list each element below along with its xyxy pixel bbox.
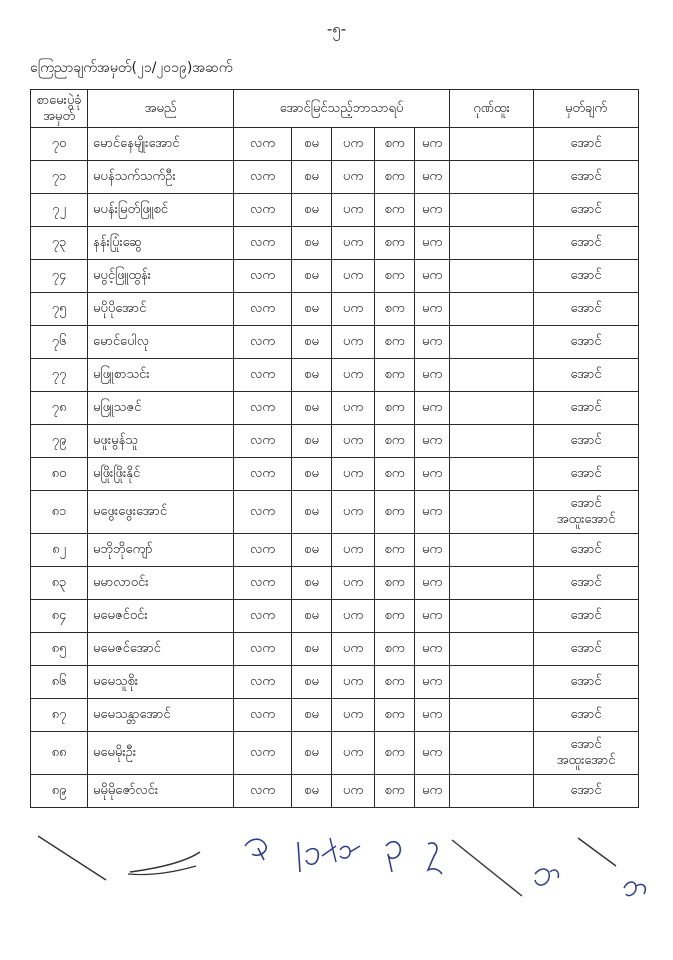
remark-text: အောင် <box>570 466 602 481</box>
subject-cell: ပက <box>332 326 375 359</box>
subject-cell: မက <box>415 293 450 326</box>
subject-cell: မက <box>415 227 450 260</box>
subject-cell: စမ <box>292 633 332 666</box>
subject-cell: လက <box>234 128 292 161</box>
remark-text: အောင် <box>570 641 602 656</box>
signature-mark <box>130 852 200 872</box>
remark-text: အောင် <box>570 400 602 415</box>
subject-cell: စမ <box>292 260 332 293</box>
subject-cell: ပက <box>332 260 375 293</box>
remark-text: အောင် <box>570 608 602 623</box>
remark-text: အောင် <box>570 235 602 250</box>
student-name-cell: မပန်သက်သက်ဦး <box>88 161 234 194</box>
subject-cell: ပက <box>332 293 375 326</box>
subject-cell: ပက <box>332 633 375 666</box>
header-roll-no: စာမေးပွဲခုံအမှတ် <box>31 90 88 128</box>
subject-cell: စမ <box>292 567 332 600</box>
subject-cell: လက <box>234 458 292 491</box>
subject-cell: စမ <box>292 491 332 534</box>
remark-text: အောင် <box>570 433 602 448</box>
signature-mark <box>428 843 442 874</box>
margin-pen-stroke <box>452 840 522 896</box>
subject-cell: လက <box>234 732 292 775</box>
roll-number-cell: ၇၅ <box>31 293 88 326</box>
subject-cell: စက <box>375 775 415 808</box>
signature-mark <box>245 839 266 860</box>
subject-cell: စမ <box>292 359 332 392</box>
subject-cell: စမ <box>292 666 332 699</box>
header-remark: မှတ်ချက် <box>534 90 639 128</box>
remark-text: အောင် <box>570 575 602 590</box>
subject-cell: လက <box>234 699 292 732</box>
student-name-cell: မမိုမိုဇော်လင်း <box>88 775 234 808</box>
subject-cell: ပက <box>332 359 375 392</box>
subject-cell: စက <box>375 227 415 260</box>
subject-cell: ပက <box>332 491 375 534</box>
subject-cell: ပက <box>332 600 375 633</box>
roll-number-cell: ၇၀ <box>31 128 88 161</box>
subject-cell: ပက <box>332 666 375 699</box>
student-name-cell: မဖြူစာသင်း <box>88 359 234 392</box>
subject-cell: စက <box>375 600 415 633</box>
subject-cell: စမ <box>292 600 332 633</box>
subject-cell: စက <box>375 326 415 359</box>
subject-cell: စက <box>375 491 415 534</box>
subject-cell: လက <box>234 567 292 600</box>
roll-number-cell: ၈၃ <box>31 567 88 600</box>
subject-cell: လက <box>234 425 292 458</box>
student-name-cell: မမေသူစိုး <box>88 666 234 699</box>
remark-text: အောင် <box>570 301 602 316</box>
roll-number-cell: ၈၉ <box>31 775 88 808</box>
roll-number-cell: ၈၀ <box>31 458 88 491</box>
roll-number-cell: ၈၅ <box>31 633 88 666</box>
remark-text: အောင် <box>570 136 602 151</box>
subject-cell: မက <box>415 128 450 161</box>
subject-cell: မက <box>415 359 450 392</box>
subject-cell: လက <box>234 633 292 666</box>
subject-cell: လက <box>234 491 292 534</box>
subject-cell: မက <box>415 458 450 491</box>
subject-cell: စက <box>375 425 415 458</box>
subject-cell: စက <box>375 666 415 699</box>
subject-cell: စက <box>375 128 415 161</box>
subject-cell: စမ <box>292 194 332 227</box>
subject-cell: ပက <box>332 775 375 808</box>
roll-number-cell: ၇၃ <box>31 227 88 260</box>
student-name-cell: မပိုပိုအောင် <box>88 293 234 326</box>
subject-cell: စမ <box>292 161 332 194</box>
subject-cell: ပက <box>332 699 375 732</box>
roll-number-cell: ၈၁ <box>31 491 88 534</box>
subject-cell: လက <box>234 293 292 326</box>
subject-cell: မက <box>415 425 450 458</box>
header-name: အမည် <box>88 90 234 128</box>
student-name-cell: မမေဇင်အောင် <box>88 633 234 666</box>
remark-text: အောင် <box>570 783 602 798</box>
student-name-cell: မဖူးမွန်သူ <box>88 425 234 458</box>
student-name-cell: မပွင့်ဖြူထွန်း <box>88 260 234 293</box>
announcement-heading: ကြေညာချက်အမှတ်(၂၁/၂၀၁၉)အဆက် <box>30 60 233 76</box>
roll-number-cell: ၈၈ <box>31 732 88 775</box>
student-name-cell: မဖြူသဇင် <box>88 392 234 425</box>
roll-number-cell: ၇၈ <box>31 392 88 425</box>
subject-cell: ပက <box>332 161 375 194</box>
subject-cell: မက <box>415 534 450 567</box>
subject-cell: စက <box>375 633 415 666</box>
student-name-cell: မဖြိုးဖြိုးနိုင် <box>88 458 234 491</box>
subject-cell: မက <box>415 161 450 194</box>
roll-number-cell: ၇၉ <box>31 425 88 458</box>
remark-note: အထူးအောင် <box>556 512 616 527</box>
roll-number-cell: ၈၂ <box>31 534 88 567</box>
signature-mark <box>535 869 558 885</box>
subject-cell: စက <box>375 458 415 491</box>
remark-text: အောင် <box>570 367 602 382</box>
subject-cell: စမ <box>292 775 332 808</box>
subject-cell: စမ <box>292 128 332 161</box>
subject-cell: လက <box>234 775 292 808</box>
subject-cell: ပက <box>332 732 375 775</box>
student-name-cell: မမေမိုးဦး <box>88 732 234 775</box>
roll-number-cell: ၈၆ <box>31 666 88 699</box>
subject-cell: စက <box>375 534 415 567</box>
subject-cell: စမ <box>292 458 332 491</box>
subject-cell: မက <box>415 392 450 425</box>
remark-text: အောင် <box>570 496 602 511</box>
remark-text: အောင် <box>570 707 602 722</box>
student-name-cell: မမေသန္တာအောင် <box>88 699 234 732</box>
subject-cell: လက <box>234 600 292 633</box>
subject-cell: လက <box>234 260 292 293</box>
signature-mark <box>298 842 318 872</box>
subject-cell: လက <box>234 359 292 392</box>
remark-text: အောင် <box>570 737 602 752</box>
remark-text: အောင် <box>570 674 602 689</box>
subject-cell: လက <box>234 194 292 227</box>
subject-cell: မက <box>415 699 450 732</box>
subject-cell: မက <box>415 260 450 293</box>
subject-cell: မက <box>415 326 450 359</box>
margin-pen-stroke <box>578 838 616 866</box>
subject-cell: လက <box>234 161 292 194</box>
subject-cell: လက <box>234 326 292 359</box>
subject-cell: စက <box>375 392 415 425</box>
subject-cell: စက <box>375 194 415 227</box>
subject-cell: ပက <box>332 458 375 491</box>
subject-cell: ပက <box>332 194 375 227</box>
remark-text: အောင် <box>570 169 602 184</box>
signature-mark <box>624 882 645 896</box>
roll-number-cell: ၇၇ <box>31 359 88 392</box>
subject-cell: စမ <box>292 534 332 567</box>
remark-text: အောင် <box>570 334 602 349</box>
subject-cell: မက <box>415 194 450 227</box>
signature-mark <box>340 846 360 858</box>
page-number: -၅- <box>326 20 347 38</box>
subject-cell: မက <box>415 732 450 775</box>
subject-cell: စက <box>375 732 415 775</box>
subject-cell: မက <box>415 567 450 600</box>
remark-note: အထူးအောင် <box>556 753 616 768</box>
student-name-cell: မောင်နေမျိုးအောင် <box>88 128 234 161</box>
roll-number-cell: ၇၂ <box>31 194 88 227</box>
roll-number-cell: ၈၇ <box>31 699 88 732</box>
student-name-cell: မမေဇင်ဝင်း <box>88 600 234 633</box>
subject-cell: စက <box>375 260 415 293</box>
subject-cell: စမ <box>292 425 332 458</box>
signature-mark <box>386 842 400 872</box>
subject-cell: မက <box>415 775 450 808</box>
subject-cell: မက <box>415 633 450 666</box>
remark-text: အောင် <box>570 268 602 283</box>
subject-cell: ပက <box>332 392 375 425</box>
subject-cell: စမ <box>292 293 332 326</box>
subject-cell: မက <box>415 600 450 633</box>
subject-cell: စမ <box>292 732 332 775</box>
subject-cell: စက <box>375 567 415 600</box>
signature-mark <box>322 838 336 862</box>
subject-cell: စက <box>375 699 415 732</box>
subject-cell: စမ <box>292 326 332 359</box>
margin-pen-stroke <box>38 836 106 880</box>
subject-cell: စက <box>375 161 415 194</box>
subject-cell: ပက <box>332 534 375 567</box>
student-name-cell: မပန်းမြတ်ဖြူစင် <box>88 194 234 227</box>
subject-cell: လက <box>234 666 292 699</box>
subject-cell: စမ <box>292 392 332 425</box>
roll-number-cell: ၇၆ <box>31 326 88 359</box>
student-name-cell: မမာလာဝင်း <box>88 567 234 600</box>
header-subjects: အောင်မြင်သည့်ဘာသာရပ် <box>234 90 450 128</box>
subject-cell: ပက <box>332 567 375 600</box>
student-name-cell: နန်းပြုံးဆွေ <box>88 227 234 260</box>
subject-cell: စက <box>375 293 415 326</box>
student-name-cell: မဘိုဘိုကျော် <box>88 534 234 567</box>
subject-cell: ပက <box>332 425 375 458</box>
subject-cell: စမ <box>292 227 332 260</box>
roll-number-cell: ၈၄ <box>31 600 88 633</box>
subject-cell: မက <box>415 491 450 534</box>
subject-cell: ပက <box>332 128 375 161</box>
roll-number-cell: ၇၄ <box>31 260 88 293</box>
subject-cell: လက <box>234 392 292 425</box>
subject-cell: လက <box>234 227 292 260</box>
subject-cell: လက <box>234 534 292 567</box>
roll-number-cell: ၇၁ <box>31 161 88 194</box>
subject-cell: ပက <box>332 227 375 260</box>
header-distinction: ဂုဏ်ထူး <box>450 90 534 128</box>
remark-text: အောင် <box>570 202 602 217</box>
student-name-cell: မောင်ပေါလု <box>88 326 234 359</box>
student-name-cell: မဖွေးဖွေးအောင် <box>88 491 234 534</box>
remark-text: အောင် <box>570 542 602 557</box>
subject-cell: စမ <box>292 699 332 732</box>
subject-cell: မက <box>415 666 450 699</box>
subject-cell: စက <box>375 359 415 392</box>
